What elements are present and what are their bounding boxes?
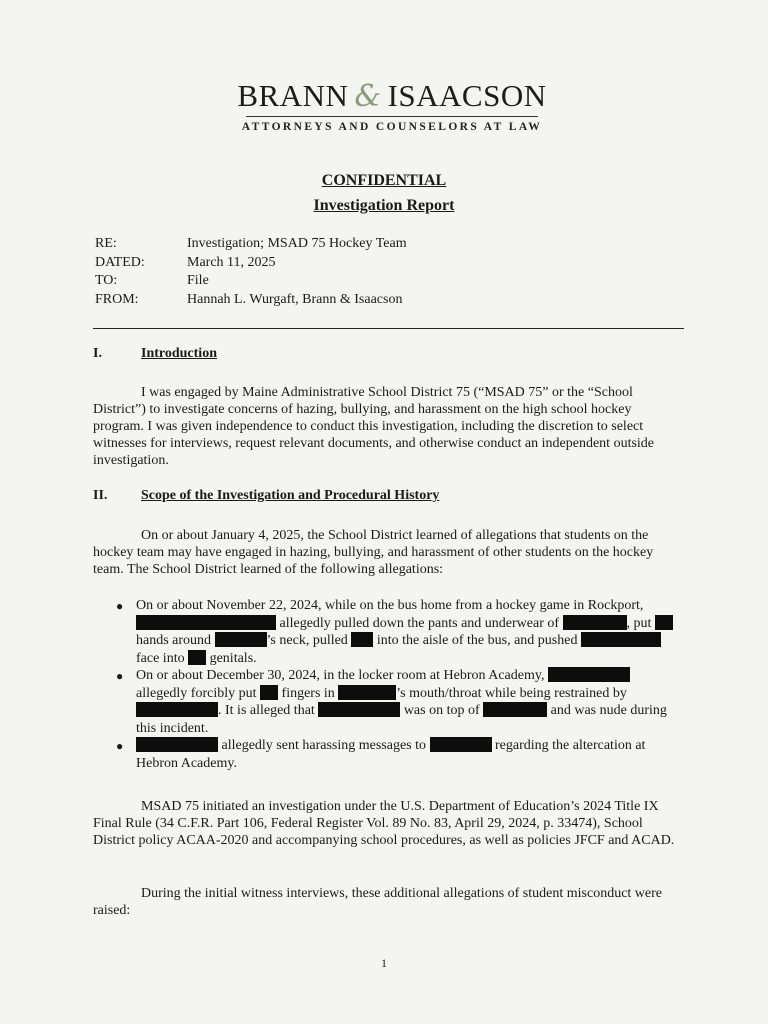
paragraph-text: On or about January 4, 2025, the School District learned of allegations that students on the hockey team may have engaged in hazing, bullying, and harassment of other students on the hockey team. The School District learned of the following allegations: (93, 528, 654, 577)
section-heading-introduction (93, 346, 217, 362)
memo-value: March 11, 2025 (187, 254, 276, 270)
bullet-icon: ● (116, 599, 124, 613)
allegation-text: allegedly sent harassing messages to regarding the altercation at Hebron Academy. (136, 738, 646, 771)
memo-label: DATED: (95, 254, 145, 270)
firm-letterhead (232, 80, 552, 133)
redaction-bar (136, 702, 218, 717)
redaction-bar (136, 615, 276, 630)
redaction-bar (318, 702, 400, 717)
redaction-bar (215, 632, 267, 647)
memo-value: Investigation; MSAD 75 Hockey Team (187, 236, 407, 251)
memo-label: FROM: (95, 291, 139, 307)
memo-header (95, 235, 407, 309)
scope-intro-paragraph (93, 527, 683, 578)
firm-name-left: BRANN (237, 78, 349, 113)
firm-name (232, 80, 552, 112)
memo-value: Hannah L. Wurgaft, Brann & Isaacson (187, 291, 403, 307)
redaction-bar (188, 650, 206, 665)
firm-tagline: ATTORNEYS AND COUNSELORS AT LAW (241, 121, 543, 133)
page-number: 1 (381, 956, 387, 970)
redaction-bar (563, 615, 627, 630)
section-title: Scope of the Investigation and Procedural History (141, 488, 440, 503)
confidential-heading: CONFIDENTIAL (321, 172, 447, 189)
redaction-bar (581, 632, 661, 647)
redaction-bar (338, 685, 396, 700)
report-title: Investigation Report (313, 197, 455, 214)
redaction-bar (351, 632, 373, 647)
paragraph-text: During the initial witness interviews, these additional allegations of student misconduct were raised: (93, 886, 662, 918)
section-title: Introduction (141, 346, 217, 361)
bullet-icon: ● (116, 739, 124, 753)
allegations-list (116, 597, 676, 772)
memo-row-re (95, 235, 407, 254)
allegation-text: On or about December 30, 2024, in the locker room at Hebron Academy, allegedly forcibly put fingers in ’s mouth/throat while being restrained by . It is alleged that was on top of and was nude during this incident. (136, 668, 667, 736)
paragraph-text: MSAD 75 initiated an investigation under the U.S. Department of Education’s 2024 Title IX Final Rule (34 C.F.R. Part 106, Federal Register Vol. 89 No. 83, April 29, 2024, p. 33474), School District policy ACAA-2020 and accompanying school procedures, as well as policies JFCF and ACAD. (93, 799, 675, 848)
memo-row-dated (95, 254, 407, 273)
memo-label: TO: (95, 273, 118, 288)
redaction-bar (655, 615, 673, 630)
section-number: II. (93, 488, 108, 503)
introduction-paragraph (93, 384, 683, 469)
list-item (116, 597, 676, 667)
memo-value: File (187, 273, 209, 288)
redaction-bar (430, 737, 492, 752)
memo-row-to (95, 272, 407, 291)
redaction-bar (483, 702, 547, 717)
list-item (116, 667, 676, 737)
memo-label: RE: (95, 236, 117, 251)
bullet-icon: ● (116, 669, 124, 683)
redaction-bar (548, 667, 630, 682)
title-ix-paragraph (93, 798, 683, 849)
additional-allegations-paragraph (93, 885, 683, 919)
redaction-bar (136, 737, 218, 752)
header-divider (93, 328, 684, 329)
allegation-text: On or about November 22, 2024, while on the bus home from a hockey game in Rockport, allegedly pulled down the pants and underwear of , put hands around ’s neck, pulled into the aisle of the bus, and pushed face into genitals. (136, 597, 676, 667)
section-number: I. (93, 346, 102, 361)
list-item (116, 737, 676, 772)
ampersand-mark: & (354, 79, 382, 114)
paragraph-text: I was engaged by Maine Administrative School District 75 (“MSAD 75” or the “School District”) to investigate concerns of hazing, bullying, and harassment on the high school hockey program. I was given independence to conduct this investigation, including the discretion to select witnesses for interviews, request relevant documents, and otherwise conduct an independent outside investigation. (93, 385, 655, 468)
letterhead-rule (246, 116, 538, 117)
memo-row-from (95, 291, 407, 310)
section-heading-scope (93, 488, 439, 504)
redaction-bar (260, 685, 278, 700)
firm-name-right: ISAACSON (387, 78, 547, 113)
